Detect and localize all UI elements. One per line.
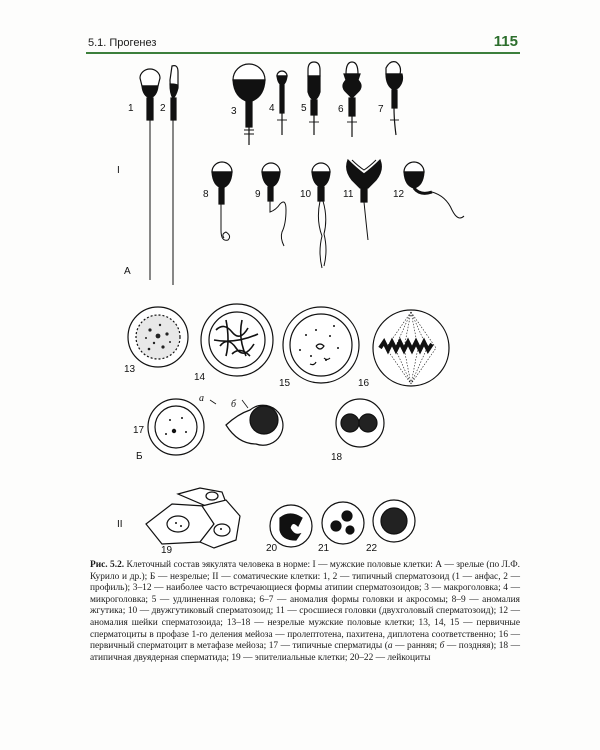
label-22: 22: [366, 543, 378, 554]
sperm-2-drawing: [170, 66, 178, 285]
sperm-5-drawing: [308, 62, 320, 135]
caption-label: Рис. 5.2.: [90, 560, 125, 570]
sperm-9-drawing: [262, 163, 286, 246]
caption-italic-b: б: [439, 641, 445, 652]
section-label-II: II: [117, 519, 123, 530]
caption-text-1: Клеточный состав эякулята человека в норме: I — мужские половые клетки: А — зрелые (по Л.Ф. Курило и др.); Б — незрелые; II — соматические клетки: 1, 2 — типичный сперматозоид (1 — анфас, 2 — профиль); 3–12 — наиболее часто встречающиеся формы атипии сперматозоидов; 3 — макроголовка; 4 — микроголовка; 5 — удлиненная головка; 6–7 — аномалия формы головки и акросомы; 8–9 — аномалия жгутика; 10 — двужгутиковый сперматозоид; 11 — сросшиеся головки (двухголовый сперматозоид); 12 — аномалия шейки сперматозоида; 13–18 — незрелые мужские половые клетки; 13, 14, 15 — первичные сперматоциты в профазе 1-го деления мейоза — пролептотена, пахитена, диплотена соответственно; 16 — первичный сперматоцит в метафазе мейоза; 17 — типичные сперматиды (: [90, 560, 521, 652]
label-7: 7: [378, 104, 384, 115]
section-label-B: Б: [136, 451, 143, 462]
label-2: 2: [160, 103, 166, 114]
label-sub-b: б: [231, 399, 237, 410]
label-18: 18: [331, 452, 343, 463]
label-3: 3: [231, 106, 237, 117]
section-label-I: I: [117, 165, 120, 176]
label-10: 10: [300, 189, 312, 200]
sperm-1-drawing: [140, 69, 160, 280]
cell-16-drawing: [373, 310, 449, 386]
cell-19-drawing: [146, 488, 240, 548]
label-6: 6: [338, 104, 344, 115]
label-8: 8: [203, 189, 209, 200]
label-9: 9: [255, 189, 261, 200]
label-12: 12: [393, 189, 405, 200]
sperm-8-drawing: [212, 162, 232, 240]
sperm-4-drawing: [277, 71, 287, 135]
figure-caption: [90, 560, 520, 664]
label-21: 21: [318, 543, 330, 554]
label-5: 5: [301, 103, 307, 114]
section-label-A: А: [124, 266, 131, 277]
label-4: 4: [269, 103, 275, 114]
label-16: 16: [358, 378, 370, 389]
label-14: 14: [194, 372, 206, 383]
caption-text-2: — ранняя;: [392, 641, 440, 652]
cell-21-drawing: [322, 502, 364, 544]
sperm-10-drawing: [312, 163, 330, 268]
label-20: 20: [266, 543, 278, 554]
cell-20-drawing: [270, 505, 312, 547]
label-15: 15: [279, 378, 291, 389]
cell-18-drawing: [336, 399, 384, 447]
page-number: 115: [493, 33, 518, 50]
sperm-3-drawing: [233, 64, 265, 145]
sperm-11-drawing: [347, 160, 382, 240]
label-1: 1: [128, 103, 134, 114]
label-13: 13: [124, 364, 136, 375]
label-17: 17: [133, 425, 145, 436]
caption-italic-a: а: [387, 641, 393, 652]
sperm-6-drawing: [343, 62, 361, 137]
cell-15-drawing: [283, 307, 359, 383]
label-19: 19: [161, 545, 173, 556]
sperm-12-drawing: [404, 162, 464, 218]
cell-17-drawing: [148, 399, 283, 455]
cell-13-drawing: [128, 307, 188, 367]
label-sub-a: а: [199, 393, 204, 404]
cell-14-drawing: [201, 304, 273, 376]
caption-text-3: — поздняя); 18 — атипичная двуядерная сперматида; 19 — эпителиальные клетки; 20–22 — лейкоциты: [90, 641, 520, 663]
running-head: 5.1. Прогенез: [88, 37, 157, 49]
cell-22-drawing: [373, 500, 415, 542]
sperm-7-drawing: [386, 62, 403, 135]
label-11: 11: [343, 189, 354, 200]
